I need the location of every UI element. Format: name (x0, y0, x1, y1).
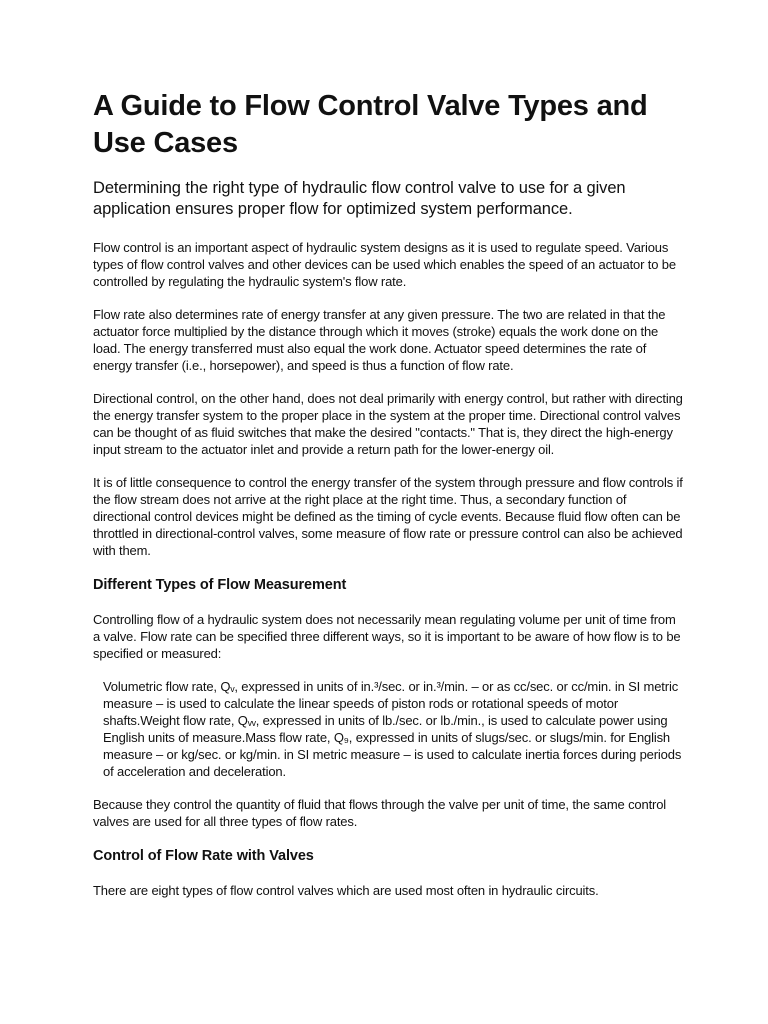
paragraph-4: It is of little consequence to control the energy transfer of the system through pressure and flow controls if the flow stream does not arrive at the right place at the right time. Thus, a secondary function of directional control devices might be defined as the timing of cycle events. Because fluid flow often can be throttled in directional-control valves, some measure of flow rate or pressure control can also be achieved with them. (93, 475, 683, 558)
flow-rate-types-list: Volumetric flow rate, Qᵥ, expressed in units of in.³/sec. or in.³/min. – or as cc/sec. or cc/min. in SI metric measure – is used to calculate the linear speeds of piston rods or rotational speeds of motor shafts.Weight flow rate, Qᵥᵥ, expressed in units of lb./sec. or lb./min., is used to calculate power using English units of measure.Mass flow rate, Q₉, expressed in units of slugs/sec. or slugs/min. for English measure – or kg/sec. or kg/min. in SI metric measure – is used to calculate inertia forces during periods of acceleration and deceleration. (103, 679, 682, 779)
document-title: A Guide to Flow Control Valve Types and Use Cases (93, 90, 648, 159)
section2-text: There are eight types of flow control valves which are used most often in hydraulic circuits. (93, 883, 599, 898)
section1-intro: Controlling flow of a hydraulic system does not necessarily mean regulating volume per unit of time from a valve. Flow rate can be specified three different ways, so it is important to be aware of how flow is to be specified or measured: (93, 612, 681, 661)
document-subtitle: Determining the right type of hydraulic flow control valve to use for a given application ensures proper flow for optimized system performance. (93, 179, 626, 218)
section-heading-flow-measurement: Different Types of Flow Measurement (93, 577, 347, 593)
section-heading-control-of-flow-rate: Control of Flow Rate with Valves (93, 848, 314, 864)
paragraph-3: Directional control, on the other hand, does not deal primarily with energy control, but rather with directing the energy transfer system to the proper place in the system at the proper time. Directional control valves can be thought of as fluid switches that make the desired "contacts." That is, they direct the high-energy input stream to the actuator inlet and provide a return path for the lower-energy oil. (93, 391, 683, 457)
document-page (93, 88, 683, 899)
paragraph-1: Flow control is an important aspect of hydraulic system designs as it is used to regulate speed. Various types of flow control valves and other devices can be used which enables the speed of an actuator to be controlled by regulating the hydraulic system's flow rate. (93, 240, 676, 289)
paragraph-2: Flow rate also determines rate of energy transfer at any given pressure. The two are related in that the actuator force multiplied by the distance through which it moves (stroke) equals the work done on the load. The energy transferred must also equal the work done. Actuator speed determines the rate of energy transfer (i.e., horsepower), and speed is thus a function of flow rate. (93, 307, 666, 373)
section1-outro: Because they control the quantity of fluid that flows through the valve per unit of time, the same control valves are used for all three types of flow rates. (93, 797, 667, 829)
